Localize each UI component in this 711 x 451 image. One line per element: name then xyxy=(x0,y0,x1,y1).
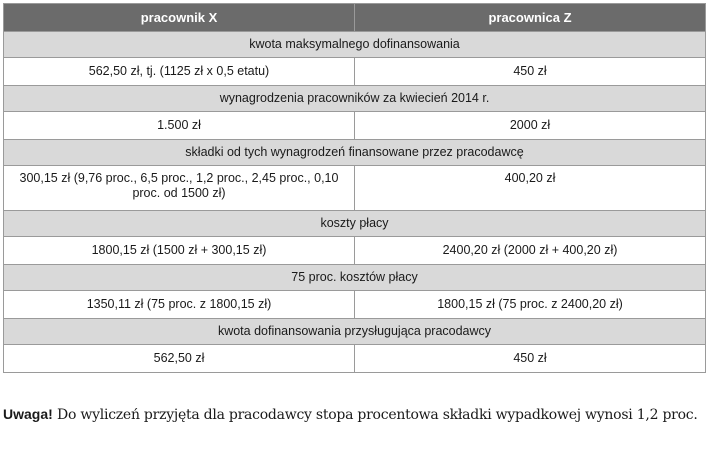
value-x-max-subsidy: 562,50 zł, tj. (1125 zł x 0,5 etatu) xyxy=(4,58,355,86)
value-row xyxy=(4,166,706,211)
value-z-labor-cost: 2400,20 zł (2000 zł + 400,20 zł) xyxy=(355,237,706,265)
footnote-text: Do wyliczeń przyjęta dla pracodawcy stopa procentowa składki wypadkowej wynosi 1,2 proc. xyxy=(57,407,698,423)
value-row xyxy=(4,291,706,319)
header-employee-x: pracownik X xyxy=(4,4,355,32)
calculation-table xyxy=(3,3,706,373)
calculation-table-wrapper xyxy=(3,3,706,373)
value-z-granted-subsidy: 450 zł xyxy=(355,345,706,373)
value-row xyxy=(4,237,706,265)
value-z-max-subsidy: 450 zł xyxy=(355,58,706,86)
value-z-contributions: 400,20 zł xyxy=(355,166,706,211)
section-row xyxy=(4,319,706,345)
section-title-granted-subsidy: kwota dofinansowania przysługująca pracodawcy xyxy=(4,319,706,345)
section-row xyxy=(4,211,706,237)
footnote xyxy=(3,406,706,424)
value-z-salary: 2000 zł xyxy=(355,112,706,140)
section-title-75-percent: 75 proc. kosztów płacy xyxy=(4,265,706,291)
section-title-contributions: składki od tych wynagrodzeń finansowane przez pracodawcę xyxy=(4,140,706,166)
value-x-labor-cost: 1800,15 zł (1500 zł + 300,15 zł) xyxy=(4,237,355,265)
value-z-75-percent: 1800,15 zł (75 proc. z 2400,20 zł) xyxy=(355,291,706,319)
value-row xyxy=(4,345,706,373)
section-row xyxy=(4,32,706,58)
section-title-max-subsidy: kwota maksymalnego dofinansowania xyxy=(4,32,706,58)
header-row xyxy=(4,4,706,32)
footnote-label: Uwaga! xyxy=(3,406,53,422)
value-x-granted-subsidy: 562,50 zł xyxy=(4,345,355,373)
value-row xyxy=(4,58,706,86)
section-row xyxy=(4,86,706,112)
value-x-salary: 1.500 zł xyxy=(4,112,355,140)
section-row xyxy=(4,140,706,166)
section-row xyxy=(4,265,706,291)
section-title-salaries: wynagrodzenia pracowników za kwiecień 2014 r. xyxy=(4,86,706,112)
section-title-labor-cost: koszty płacy xyxy=(4,211,706,237)
value-x-75-percent: 1350,11 zł (75 proc. z 1800,15 zł) xyxy=(4,291,355,319)
header-employee-z: pracownica Z xyxy=(355,4,706,32)
value-row xyxy=(4,112,706,140)
value-x-contributions: 300,15 zł (9,76 proc., 6,5 proc., 1,2 proc., 2,45 proc., 0,10 proc. od 1500 zł) xyxy=(4,166,355,211)
